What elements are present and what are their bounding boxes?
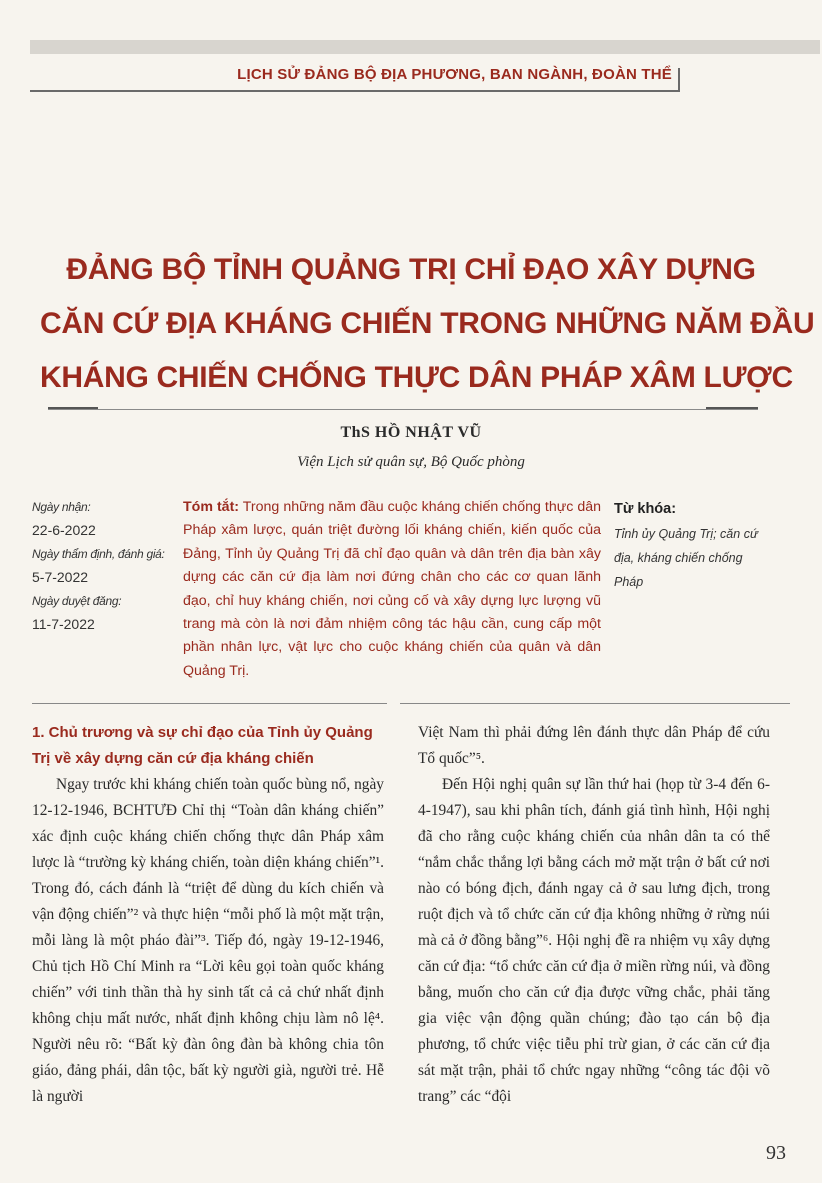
article-title bbox=[40, 243, 815, 405]
body-separator-right bbox=[400, 703, 790, 704]
body-column-right bbox=[418, 720, 770, 1110]
article-dates bbox=[32, 496, 182, 637]
keywords bbox=[614, 496, 764, 594]
running-title: LỊCH SỬ ĐẢNG BỘ ĐỊA PHƯƠNG, BAN NGÀNH, ĐOÀN THỂ bbox=[237, 66, 672, 83]
author-name: ThS HỒ NHẬT VŨ bbox=[340, 424, 482, 441]
header-rule-tick bbox=[678, 68, 680, 92]
abstract-text: Trong những năm đầu cuộc kháng chiến chống thực dân Pháp xâm lược, quán triệt đường lối kháng chiến, kiến quốc của Đảng, Tỉnh ủy Quảng Trị đã chỉ đạo quân và dân trên địa bàn xây dựng các căn cứ địa làm nơi đứng chân cho các cơ quan lãnh đạo, chỉ huy kháng chiến, nơi củng cố và xây dựng lực lượng vũ trang mà còn là nơi đảm nhiệm công tác hậu cần, cung cấp một phần nhân lực, vật lực cho cuộc kháng chiến của quân và dân Quảng Trị. bbox=[183, 499, 601, 679]
header-rule bbox=[30, 90, 680, 92]
reviewed-label: Ngày thẩm định, đánh giá: bbox=[32, 547, 165, 561]
abstract-label: Tóm tắt: bbox=[183, 499, 240, 515]
body-paragraph: Đến Hội nghị quân sự lần thứ hai (họp từ 3-4 đến 6-4-1947), sau khi phân tích, đánh giá tình hình, Hội nghị đã cho rằng cuộc kháng chiến của nhân dân ta có thể “nắm chắc thắng lợi bằng cách mở mặt trận ở bất cứ nơi nào có bóng địch, đánh ngay cả ở sau lưng địch, trong ruột địch và tổ chức căn cứ địa không những ở rừng núi mà cả ở đồng bằng”⁶. Hội nghị đề ra nhiệm vụ xây dựng căn cứ địa: “tổ chức căn cứ địa ở miền rừng núi, và đồng bằng, muốn cho căn cứ địa được vững chắc, phải tăng gia việc vận động quần chúng; đào tạo cán bộ địa phương, tổ chức việc tiễu phỉ trừ gian, ở các căn cứ địa sát mặt trận, phải tổ chức ngay những “công tác đội võ trang” các “đội bbox=[418, 776, 770, 1105]
received-label: Ngày nhận: bbox=[32, 500, 91, 514]
header-band bbox=[30, 40, 820, 54]
approved-label: Ngày duyệt đăng: bbox=[32, 594, 122, 608]
body-paragraph: Ngay trước khi kháng chiến toàn quốc bùng nổ, ngày 12-12-1946, BCHTƯĐ Chỉ thị “Toàn dân kháng chiến” xác định cuộc kháng chiến chống thực dân Pháp xâm lược là “trường kỳ kháng chiến, toàn diện kháng chiến”¹. Trong đó, cách đánh là “triệt để dùng du kích chiến và vận động chiến”² và thực hiện “mỗi phố là một mặt trận, mỗi làng là một pháo đài”³. Tiếp đó, ngày 19-12-1946, Chủ tịch Hồ Chí Minh ra “Lời kêu gọi toàn quốc kháng chiến” với tinh thần thà hy sinh tất cả cả chứ nhất định không chịu mất nước, nhất định không chịu làm nô lệ⁴. Người nêu rõ: “Bất kỳ đàn ông đàn bà không chia tôn giáo, đảng phái, dân tộc, bất kỳ người già, người trẻ. Hễ là người bbox=[32, 776, 384, 1105]
section-heading: 1. Chủ trương và sự chỉ đạo của Tỉnh ủy Quảng Trị về xây dựng căn cứ địa kháng chiến bbox=[32, 724, 373, 767]
body-paragraph: Việt Nam thì phải đứng lên đánh thực dân Pháp để cứu Tổ quốc”⁵. bbox=[418, 724, 770, 767]
received-date: 22-6-2022 bbox=[32, 522, 96, 538]
title-rule-right-accent bbox=[706, 407, 758, 409]
keywords-text: Tỉnh ủy Quảng Trị; căn cứ địa, kháng chiến chống Pháp bbox=[614, 527, 758, 589]
title-line-2: CĂN CỨ ĐỊA KHÁNG CHIẾN TRONG NHỮNG NĂM ĐẦU bbox=[40, 307, 815, 340]
body-column-left bbox=[32, 720, 384, 1110]
abstract bbox=[183, 496, 601, 683]
keywords-label: Từ khóa: bbox=[614, 501, 677, 517]
approved-date: 11-7-2022 bbox=[32, 616, 95, 632]
body-separator-left bbox=[32, 703, 387, 704]
title-line-1: ĐẢNG BỘ TỈNH QUẢNG TRỊ CHỈ ĐẠO XÂY DỰNG bbox=[66, 253, 756, 286]
title-rule bbox=[48, 409, 758, 410]
page-number: 93 bbox=[766, 1142, 786, 1164]
title-line-3: KHÁNG CHIẾN CHỐNG THỰC DÂN PHÁP XÂM LƯỢC bbox=[40, 361, 793, 394]
title-rule-left-accent bbox=[48, 407, 98, 409]
reviewed-date: 5-7-2022 bbox=[32, 569, 89, 585]
author-affiliation: Viện Lịch sử quân sự, Bộ Quốc phòng bbox=[297, 454, 525, 470]
